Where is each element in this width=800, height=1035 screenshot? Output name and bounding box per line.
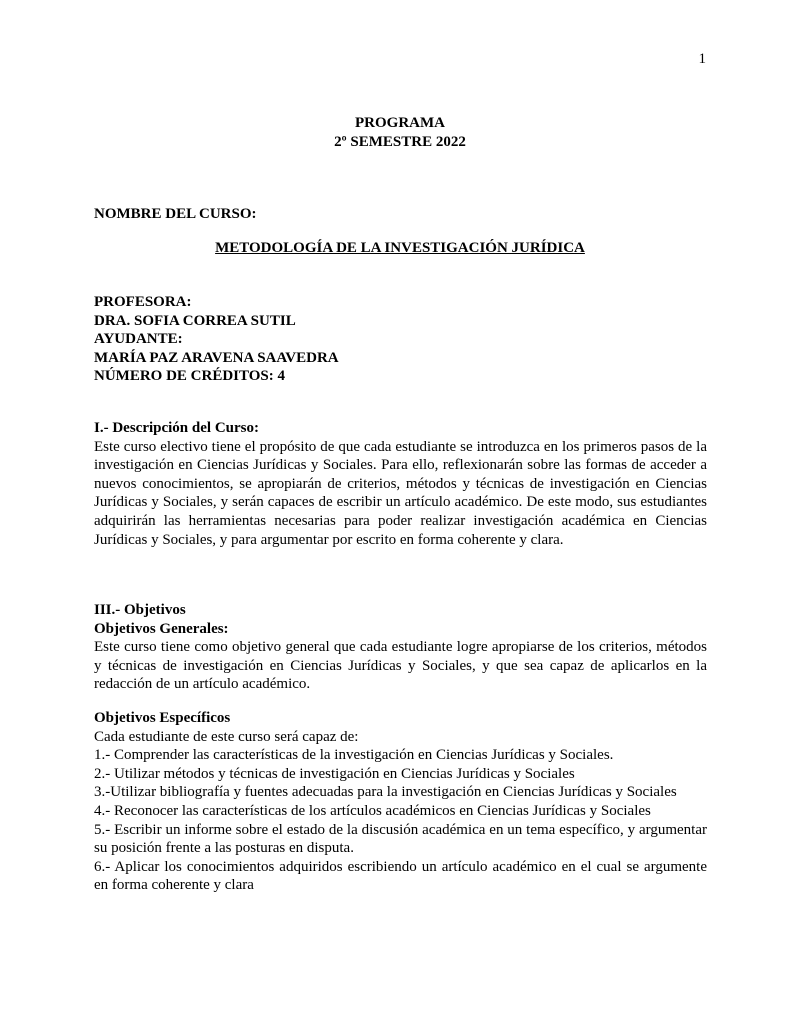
specific-objective-item: 1.- Comprender las características de la investigación en Ciencias Jurídicas y Sociales.: [94, 747, 614, 764]
semester-label: 2º SEMESTRE 2022: [334, 133, 466, 150]
objectives-heading: III.- Objetivos: [94, 602, 186, 618]
specific-objectives-section: [94, 709, 707, 895]
page-number: 1: [698, 51, 706, 67]
assistant-name: MARÍA PAZ ARAVENA SAAVEDRA: [94, 349, 339, 366]
specific-objective-item: 5.- Escribir un informe sobre el estado de la discusión académica en un tema específico, y argumentar su posición frente a las posturas en disputa.: [94, 821, 707, 857]
specific-objectives-intro: Cada estudiante de este curso será capaz de:: [94, 728, 359, 745]
credits-label: NÚMERO DE CRÉDITOS: 4: [94, 368, 285, 385]
specific-objectives-heading: Objetivos Específicos: [94, 710, 231, 726]
specific-objective-item: 4.- Reconocer las características de los artículos académicos en Ciencias Jurídicas y Sociales: [94, 802, 651, 819]
specific-objective-item: 3.-Utilizar bibliografía y fuentes adecuadas para la investigación en Ciencias Jurídicas y Sociales: [94, 784, 677, 801]
professor-name: DRA. SOFIA CORREA SUTIL: [94, 312, 296, 329]
document-title: PROGRAMA: [355, 115, 445, 131]
staff-block: [94, 293, 707, 386]
general-objectives-heading: Objetivos Generales:: [94, 620, 229, 637]
description-heading: I.- Descripción del Curso:: [94, 420, 259, 436]
assistant-label: AYUDANTE:: [94, 331, 183, 348]
course-name-label: NOMBRE DEL CURSO:: [94, 206, 257, 222]
specific-objective-item: 2.- Utilizar métodos y técnicas de investigación en Ciencias Jurídicas y Sociales: [94, 765, 575, 782]
specific-objective-item: 6.- Aplicar los conocimientos adquiridos escribiendo un artículo académico en el cual se argumente en forma coherente y clara: [94, 858, 707, 894]
course-description-section: [94, 419, 707, 549]
description-text: Este curso electivo tiene el propósito de que cada estudiante se introduzca en los primeros pasos de la investigación en Ciencias Jurídicas y Sociales. Para ello, reflexionarán sobre las formas de acceder a nuevos conocimientos, se apropiarán de criterios, métodos y técnicas de investigación en Ciencias Jurídicas y Sociales, y serán capaces de escribir un artículo académico. De este modo, sus estudiantes adquirirán las herramientas necesarias para poder realizar investigación académica en Ciencias Jurídicas y Sociales, y para argumentar por escrito en forma coherente y clara.: [94, 438, 707, 548]
objectives-section: [94, 601, 707, 694]
document-title-block: [0, 114, 800, 151]
course-name: METODOLOGÍA DE LA INVESTIGACIÓN JURÍDICA: [215, 240, 585, 256]
general-objectives-text: Este curso tiene como objetivo general que cada estudiante logre apropiarse de los criterios, métodos y técnicas de investigación en Ciencias Jurídicas y Sociales, y que sea capaz de aplicarlos en la redacción de un artículo académico.: [94, 639, 707, 693]
professor-label: PROFESORA:: [94, 294, 192, 310]
